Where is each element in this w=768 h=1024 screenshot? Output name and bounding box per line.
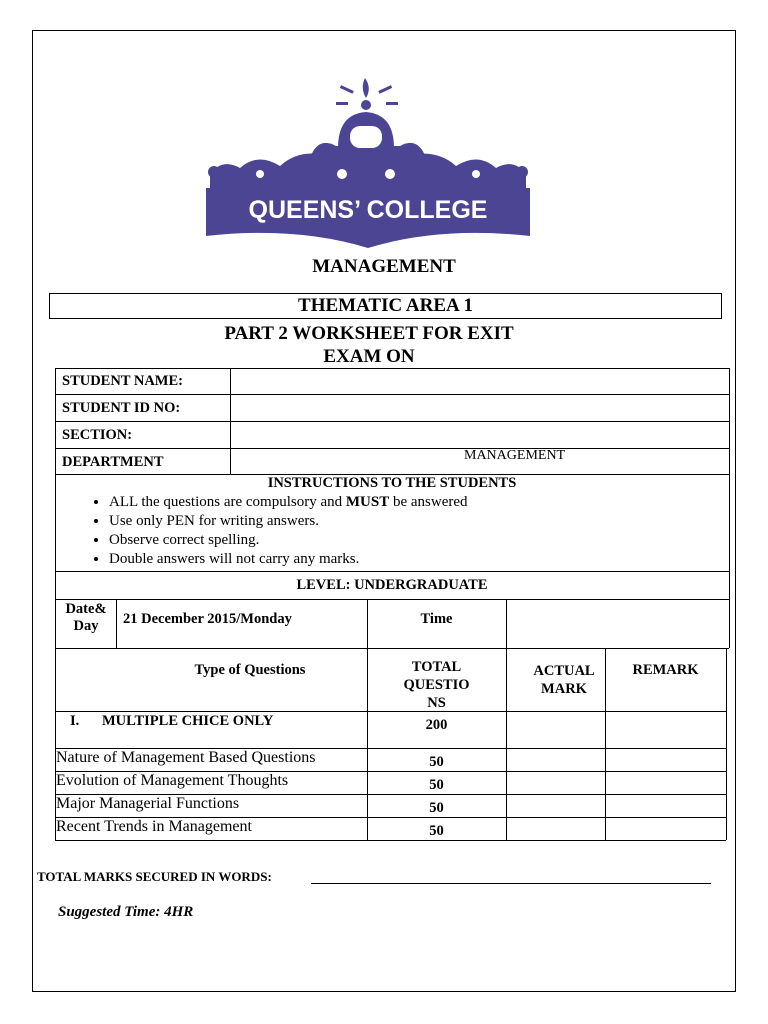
- student-name-field[interactable]: [231, 369, 728, 393]
- section-field[interactable]: [231, 422, 728, 447]
- section-label: SECTION:: [62, 427, 133, 443]
- time-label: Time: [420, 611, 453, 627]
- table-row-type: Nature of Management Based Questions: [56, 749, 316, 766]
- header-total-questions: TOTAL QUESTIO NS: [403, 659, 470, 711]
- instructions-title: INSTRUCTIONS TO THE STUDENTS: [267, 475, 517, 491]
- table-row-type: Major Managerial Functions: [56, 795, 240, 812]
- section-total: 200: [425, 717, 448, 733]
- header-actual-mark: ACTUAL MARK: [533, 663, 595, 697]
- table-row-total: 50: [429, 754, 444, 770]
- student-id-field[interactable]: [231, 395, 728, 420]
- table-row-total: 50: [429, 800, 444, 816]
- subject-title: MANAGEMENT: [312, 256, 456, 277]
- instruction-item: • Use only PEN for writing answers.: [109, 512, 468, 531]
- suggested-time: Suggested Time: 4HR: [58, 904, 194, 920]
- worksheet-title-line1: PART 2 WORKSHEET FOR EXIT: [224, 323, 514, 344]
- table-row-total: 50: [429, 777, 444, 793]
- table-row-type: Recent Trends in Management: [56, 818, 252, 835]
- table-row-type: Evolution of Management Thoughts: [56, 772, 289, 789]
- logo-text: QUEENS’ COLLEGE: [248, 196, 488, 224]
- instruction-item: • ALL the questions are compulsory and MUST be answered: [109, 493, 468, 512]
- instruction-item: • Observe correct spelling.: [109, 531, 468, 550]
- total-marks-line[interactable]: [311, 883, 711, 884]
- instruction-item: • Double answers will not carry any marks.: [109, 550, 468, 569]
- department-label: DEPARTMENT: [62, 454, 164, 470]
- worksheet-title-line2: EXAM ON: [323, 346, 415, 367]
- college-logo: [200, 76, 536, 252]
- date-day-label: Date& Day: [65, 601, 107, 634]
- worksheet-title: [0, 322, 738, 368]
- header-remark: REMARK: [632, 662, 699, 678]
- instructions-list: [60, 493, 468, 569]
- department-value: MANAGEMENT: [464, 448, 566, 463]
- time-field[interactable]: [507, 600, 728, 647]
- header-type-of-questions: Type of Questions: [194, 662, 306, 678]
- student-id-label: STUDENT ID NO:: [62, 400, 181, 416]
- level-label: LEVEL: UNDERGRADUATE: [296, 577, 488, 593]
- section-numeral: I.: [70, 713, 80, 729]
- table-row-total: 50: [429, 823, 444, 839]
- section-title: MULTIPLE CHICE ONLY: [102, 713, 274, 729]
- thematic-area-box: THEMATIC AREA 1: [49, 293, 722, 319]
- total-marks-label: TOTAL MARKS SECURED IN WORDS:: [37, 869, 272, 884]
- student-name-label: STUDENT NAME:: [62, 373, 183, 389]
- exam-date: 21 December 2015/Monday: [123, 611, 292, 627]
